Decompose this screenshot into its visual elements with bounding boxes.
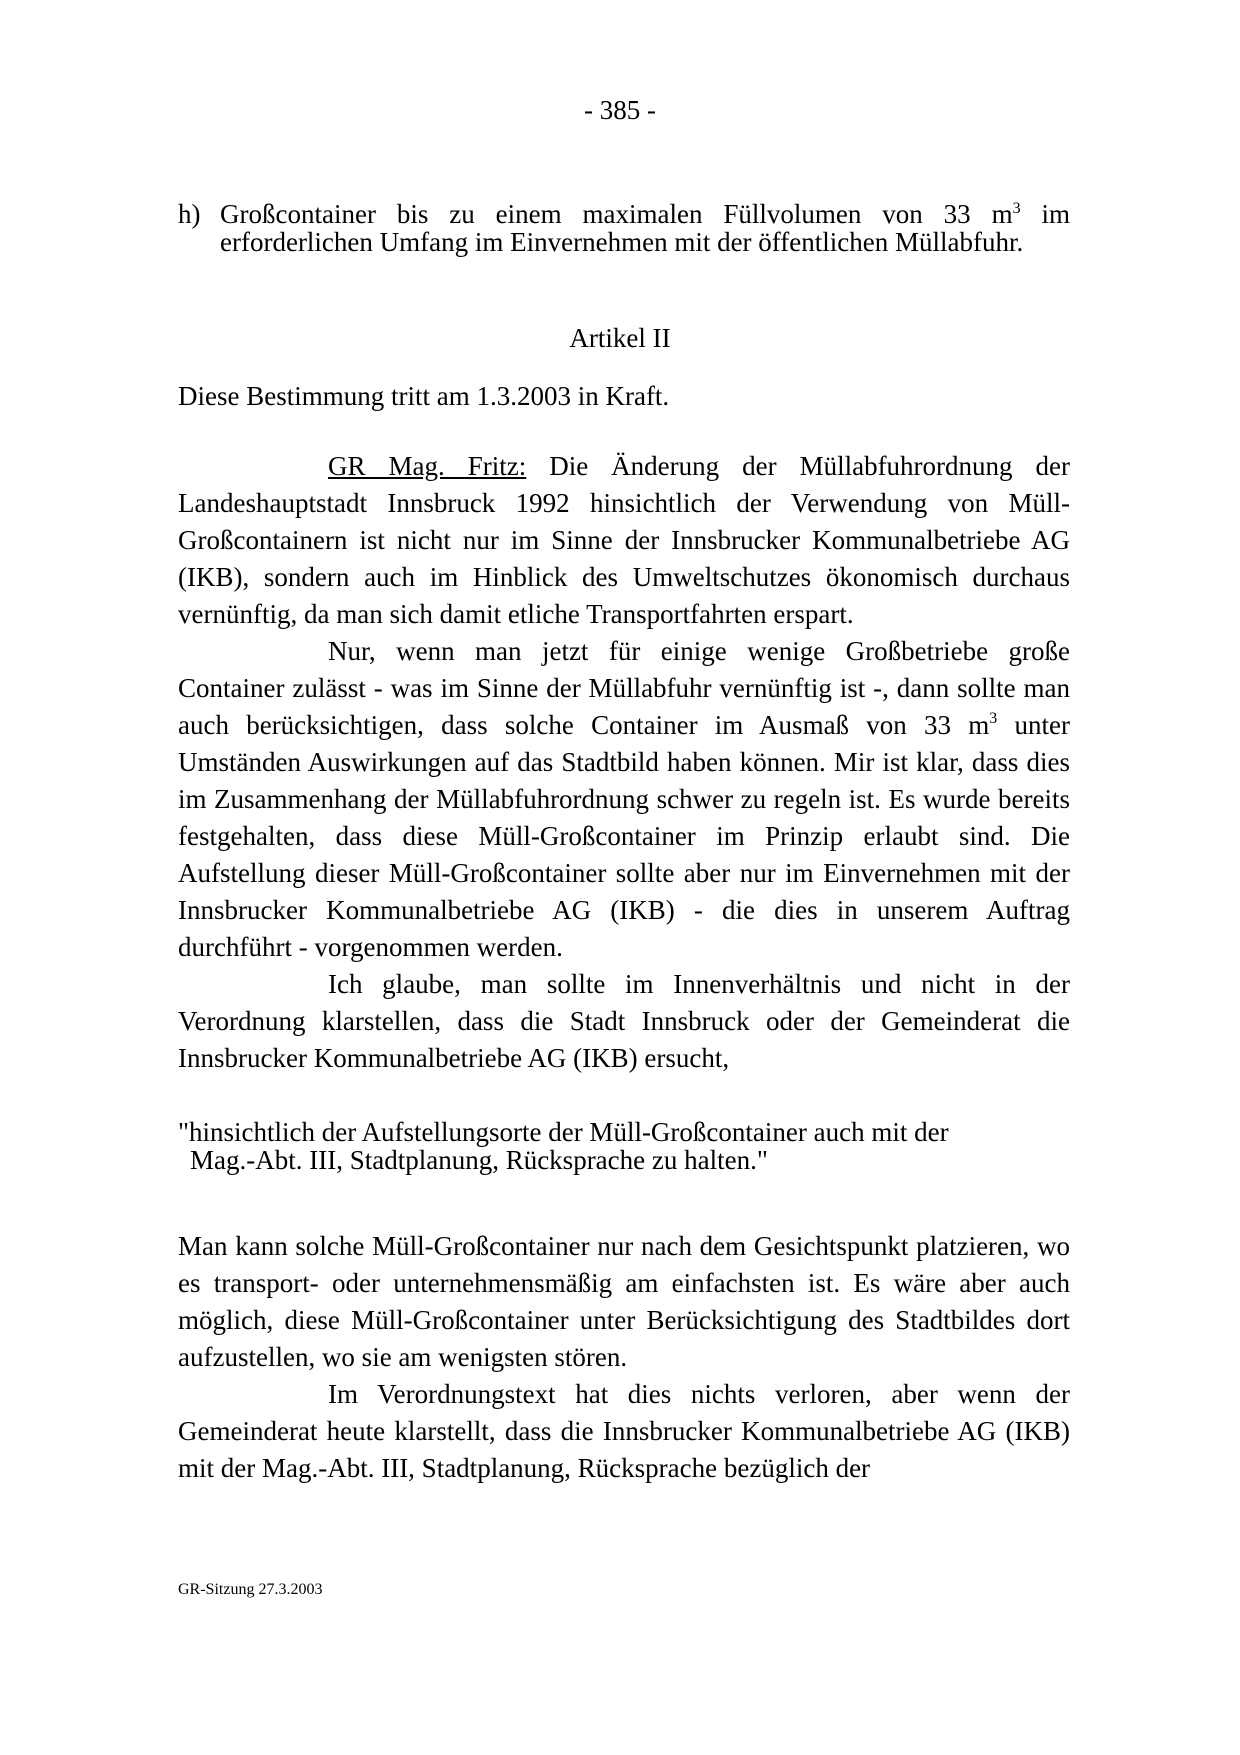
quoted-motion (178, 1118, 1070, 1174)
speech-paragraph-2-end: unter Umständen Auswirkungen auf das Stadtbild haben können. Mir ist klar, dass dies im Zusammenhang der Müllabfuhrordnung schwer zu regeln ist. Es wurde bereits festgehalten, dass diese Müll-Großcontainer im Prinzip erlaubt sind. Die Aufstellung dieser Müll-Großcontainer sollte aber nur im Einvernehmen mit der Innsbrucker Kommunalbetriebe AG (IKB) - die dies in unserem Auftrag durchführt - vorgenommen werden. (178, 710, 1070, 962)
item-h-text-end: im erforderlichen Umfang im Einvernehmen mit der öffentlichen Müllabfuhr. (220, 199, 1070, 257)
article-heading: Artikel II (569, 323, 671, 353)
page-footer: GR-Sitzung 27.3.2003 (178, 1581, 323, 1598)
speech-paragraph-2 (178, 633, 1070, 966)
speech-paragraph-1-text: Die Änderung der Müllabfuhrordnung der Landeshauptstadt Innsbruck 1992 hinsichtlich der Verwendung von Müll-Großcontainern ist nicht nur im Sinne der Innsbrucker Kommunalbetriebe AG (IKB), sondern auch im Hinblick des Umweltschutzes ökonomisch durchaus vernünftig, da man sich damit etliche Transportfahrten erspart. (178, 451, 1070, 629)
list-item-h (178, 200, 1070, 256)
page-number: - 385 - (584, 95, 656, 125)
closing-block (178, 1228, 1070, 1487)
speech-paragraph-3: Ich glaube, man sollte im Innenverhältnis und nicht in der Verordnung klarstellen, dass die Stadt Innsbruck oder der Gemeinderat die Innsbrucker Kommunalbetriebe AG (IKB) ersucht, (178, 969, 1070, 1073)
closing-paragraph-1: Man kann solche Müll-Großcontainer nur nach dem Gesichtspunkt platzieren, wo es transport- oder unternehmensmäßig am einfachsten ist. Es wäre aber auch möglich, diese Müll-Großcontainer unter Berücksichtigung des Stadtbildes dort aufzustellen, wo sie am wenigsten stören. (178, 1231, 1070, 1372)
speech-paragraph-1 (178, 448, 1070, 633)
speaker-name: GR Mag. Fritz: (328, 451, 527, 481)
quote-line-1: "hinsichtlich der Aufstellungsorte der Müll-Großcontainer auch mit der (178, 1117, 949, 1147)
speech-block (178, 448, 1070, 1077)
item-h-superscript: 3 (1012, 200, 1021, 217)
quote-line-2: Mag.-Abt. III, Stadtplanung, Rücksprache zu halten." (190, 1145, 768, 1175)
item-h-text-start: Großcontainer bis zu einem maximalen Füllvolumen von 33 m (220, 199, 1013, 229)
list-item-marker: h) (178, 199, 201, 229)
closing-paragraph-2: Im Verordnungstext hat dies nichts verloren, aber wenn der Gemeinderat heute klarstellt, dass die Innsbrucker Kommunalbetriebe AG (IKB) mit der Mag.-Abt. III, Stadtplanung, Rücksprache bezüglich der (178, 1379, 1070, 1483)
speech-superscript: 3 (989, 710, 998, 727)
article-text: Diese Bestimmung tritt am 1.3.2003 in Kraft. (178, 381, 670, 411)
list-item-text (220, 200, 1070, 256)
speech-paragraph-2-start: Nur, wenn man jetzt für einige wenige Großbetriebe große Container zulässt - was im Sinne der Müllabfuhr vernünftig ist -, dann sollte man auch berücksichtigen, dass solche Container im Ausmaß von 33 m (178, 636, 1070, 740)
